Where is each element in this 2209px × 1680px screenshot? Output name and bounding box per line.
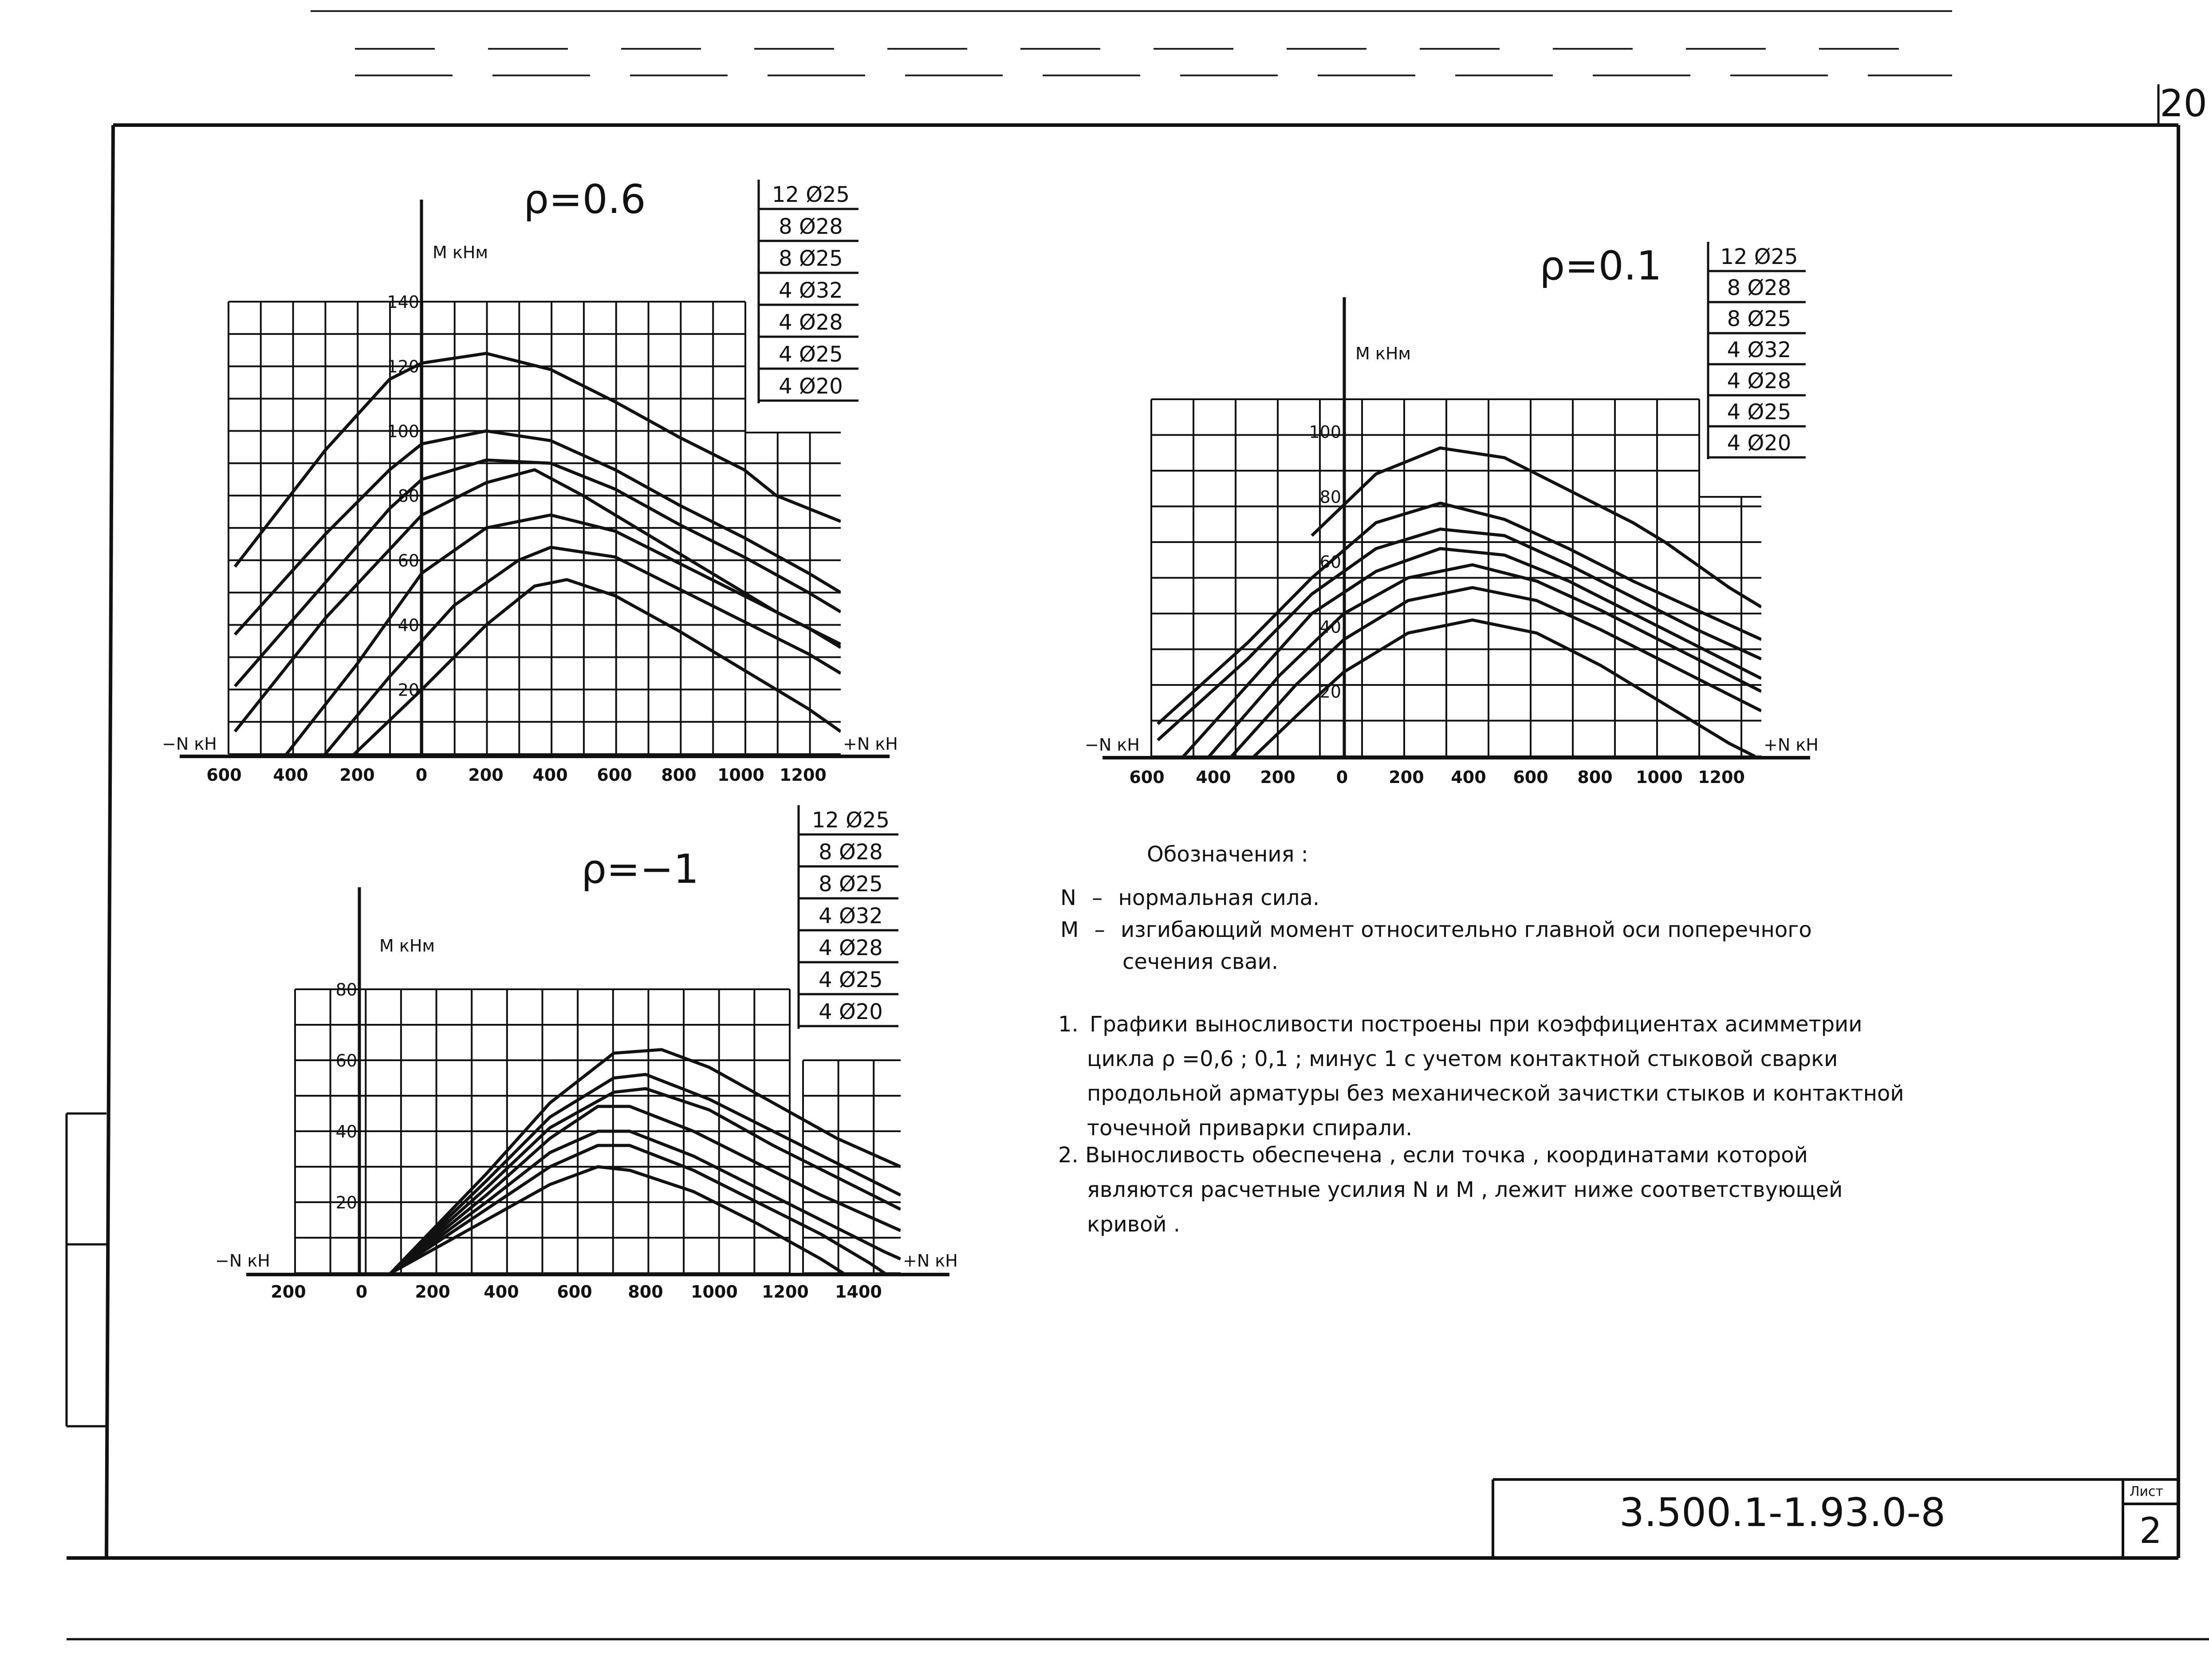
x-tick-label: 600 [1129, 767, 1165, 787]
sheet-frame [67, 84, 2209, 1639]
note-2 [1058, 1138, 1843, 1242]
series-legend-label: 8 Ø25 [1727, 307, 1792, 331]
y-tick-label: 60 [1319, 552, 1341, 572]
x-axis-label-positive: +N кН [903, 1251, 958, 1271]
y-tick-label: 20 [1319, 682, 1341, 702]
x-tick-label: 200 [339, 765, 375, 785]
sheet-corner-number: 20 [2160, 82, 2207, 125]
sheet-number: 2 [2139, 1510, 2162, 1551]
legend-symbol: M [1060, 917, 1079, 942]
series-legend-table [1708, 242, 1806, 459]
x-tick-label: 200 [1260, 767, 1295, 787]
series-line [1183, 549, 1761, 756]
chart-3 [215, 805, 958, 1302]
series-legend-label: 4 Ø25 [779, 342, 843, 367]
series-legend-label: 8 Ø28 [1727, 275, 1792, 300]
x-tick-label: 400 [1451, 767, 1486, 787]
x-tick-label: 400 [532, 765, 568, 785]
series-legend-label: 4 Ø32 [1727, 338, 1792, 362]
series-line [1312, 448, 1761, 607]
x-axis-label-negative: −N кН [1085, 735, 1140, 755]
y-tick-label: 100 [1309, 422, 1341, 442]
series-legend-label: 4 Ø28 [1727, 369, 1792, 393]
series-legend-label: 12 Ø25 [1720, 244, 1798, 269]
series-legend-label: 4 Ø20 [819, 999, 883, 1024]
legend-item-m [1060, 914, 1812, 978]
series-legend-label: 4 Ø32 [779, 278, 843, 303]
series-line [391, 1074, 901, 1273]
note-line: кривой . [1087, 1212, 1181, 1237]
series-legend-label: 4 Ø32 [819, 904, 883, 929]
series-legend-label: 12 Ø25 [811, 808, 890, 833]
series-legend-label: 4 Ø25 [1727, 400, 1792, 425]
y-tick-label: 60 [398, 551, 419, 570]
x-axis-label-negative: −N кН [162, 734, 217, 754]
x-tick-label: 200 [1389, 767, 1424, 787]
series-line [1209, 565, 1761, 756]
x-tick-label: 1000 [691, 1282, 738, 1302]
x-tick-label: 400 [273, 765, 308, 785]
chart-title: ρ=0.1 [1540, 243, 1662, 289]
x-tick-label: 400 [1196, 767, 1231, 787]
series-legend-label: 4 Ø20 [779, 374, 843, 399]
x-tick-label: 0 [415, 765, 428, 785]
note-line: Графики выносливости построены при коэффициентах асимметрии [1090, 1012, 1862, 1037]
legend-symbol: N [1060, 885, 1076, 910]
series-legend-label: 8 Ø28 [779, 214, 843, 239]
sheet-label: Лист [2130, 1484, 2164, 1499]
x-tick-label: 0 [355, 1282, 368, 1302]
note-line: продольной арматуры без механической зачистки стыков и контактной [1087, 1081, 1904, 1106]
x-tick-label: 1200 [780, 765, 827, 785]
x-tick-label: 600 [1513, 767, 1548, 787]
note-number: 1. [1058, 1012, 1079, 1037]
x-tick-label: 600 [206, 765, 242, 785]
series-legend-label: 4 Ø20 [1727, 431, 1792, 456]
chart-title: ρ=−1 [581, 846, 699, 893]
chart-1 [162, 176, 898, 785]
series-legend-label: 4 Ø28 [779, 310, 843, 335]
x-tick-label: 1000 [1636, 767, 1683, 787]
chart-2 [1085, 242, 1819, 787]
series-legend-label: 8 Ø25 [819, 872, 883, 897]
y-tick-label: 140 [387, 292, 419, 312]
series-legend-label: 8 Ø25 [779, 246, 843, 271]
legend-item-n [1060, 882, 1319, 914]
legend-description: изгибающий момент относительно главной оси поперечного [1120, 917, 1812, 942]
y-tick-label: 20 [335, 1193, 357, 1212]
x-axis-label-positive: +N кН [1764, 735, 1819, 755]
series-line [391, 1167, 843, 1273]
legend-heading: Обозначения : [1147, 842, 1308, 867]
legend-dash: – [1092, 885, 1103, 910]
y-tick-label: 40 [335, 1122, 357, 1141]
x-tick-label: 1400 [835, 1282, 882, 1302]
y-tick-label: 60 [335, 1051, 357, 1070]
note-line: точечной приварки спирали. [1087, 1116, 1413, 1141]
y-tick-label: 20 [398, 680, 419, 700]
note-1 [1058, 1007, 1904, 1145]
y-tick-label: 80 [1319, 487, 1341, 507]
top-border-lines [311, 11, 1952, 75]
series-line [287, 515, 841, 754]
x-tick-label: 800 [628, 1282, 663, 1302]
series-legend-label: 12 Ø25 [772, 182, 850, 207]
series-legend-label: 4 Ø25 [819, 968, 883, 992]
y-axis-label: М кНм [1355, 344, 1411, 363]
legend-dash: – [1094, 917, 1105, 942]
x-tick-label: 800 [661, 765, 697, 785]
note-line: являются расчетные усилия N и M , лежит ниже соответствующей [1087, 1177, 1843, 1202]
drawing-code: 3.500.1-1.93.0-8 [1619, 1490, 1946, 1535]
series-legend-label: 4 Ø28 [819, 936, 883, 960]
legend-description-cont: сечения сваи. [1122, 949, 1279, 974]
note-line: цикла ρ =0,6 ; 0,1 ; минус 1 с учетом контактной стыковой сварки [1087, 1047, 1838, 1071]
x-tick-label: 400 [484, 1282, 519, 1302]
x-tick-label: 200 [271, 1282, 306, 1302]
y-tick-label: 100 [387, 421, 419, 441]
x-tick-label: 600 [557, 1282, 592, 1302]
series-legend-table [759, 180, 858, 403]
x-tick-label: 0 [1336, 767, 1348, 787]
x-tick-label: 1000 [717, 765, 764, 785]
y-axis-label: М кНм [433, 243, 488, 262]
x-tick-label: 200 [415, 1282, 450, 1302]
x-axis-label-positive: +N кН [843, 734, 898, 754]
y-tick-label: 120 [387, 357, 419, 377]
y-tick-label: 40 [1319, 617, 1341, 637]
series-group [391, 1050, 901, 1273]
x-tick-label: 1200 [762, 1282, 809, 1302]
x-tick-label: 1200 [1698, 767, 1745, 787]
x-tick-label: 200 [468, 765, 504, 785]
chart-title: ρ=0.6 [524, 176, 646, 223]
note-line: Выносливость обеспечена , если точка , координатами которой [1085, 1143, 1808, 1168]
series-legend-label: 8 Ø28 [819, 840, 883, 865]
y-tick-label: 40 [398, 615, 419, 635]
series-group [1158, 448, 1762, 756]
series-line [391, 1050, 901, 1273]
x-tick-label: 600 [597, 765, 632, 785]
series-line [391, 1089, 901, 1273]
note-number: 2. [1058, 1143, 1079, 1168]
y-axis-label: М кНм [379, 936, 435, 956]
x-tick-label: 800 [1577, 767, 1613, 787]
series-legend-table [799, 805, 898, 1029]
legend-description: нормальная сила. [1118, 885, 1320, 910]
chart-grid [228, 302, 841, 754]
chart-grid [1151, 399, 1761, 756]
y-tick-label: 80 [335, 980, 357, 999]
y-tick-label: 80 [398, 486, 419, 506]
x-axis-label-negative: −N кН [215, 1251, 270, 1271]
